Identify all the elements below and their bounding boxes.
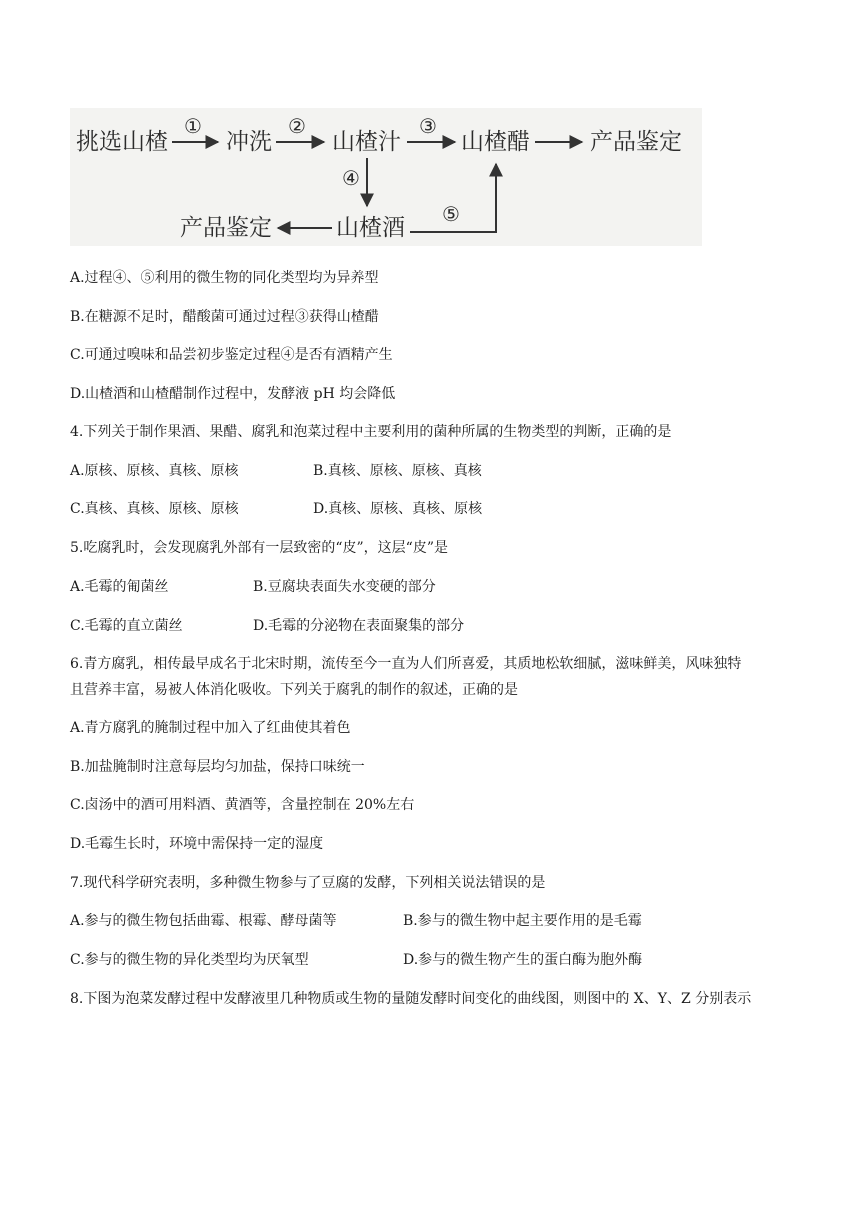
node-select-hawthorn: 挑选山楂 bbox=[76, 129, 168, 155]
node-wash: 冲洗 bbox=[226, 129, 272, 155]
q3-option-a: A.过程④、⑤利用的微生物的同化类型均为异养型 bbox=[70, 270, 379, 286]
q5-stem: 5.吃腐乳时，会发现腐乳外部有一层致密的“皮”，这层“皮”是 bbox=[70, 540, 448, 556]
process-flow-diagram bbox=[70, 108, 702, 246]
q6-stem-line-1: 6.青方腐乳，相传最早成名于北宋时期，流传至今一直为人们所喜爱，其质地松软细腻，滋味鲜美，风味独特 bbox=[70, 656, 742, 672]
q6-option-b: B.加盐腌制时注意每层均匀加盐，保持口味统一 bbox=[70, 759, 365, 775]
q7-option-c: C.参与的微生物的异化类型均为厌氧型 bbox=[70, 952, 309, 968]
q7-option-a: A.参与的微生物包括曲霉、根霉、酵母菌等 bbox=[70, 913, 337, 929]
node-identify-top: 产品鉴定 bbox=[590, 129, 682, 155]
node-juice: 山楂汁 bbox=[332, 129, 401, 155]
q7-option-b: B.参与的微生物中起主要作用的是毛霉 bbox=[403, 913, 642, 929]
node-wine: 山楂酒 bbox=[336, 215, 405, 241]
q4-option-d: D.真核、原核、真核、原核 bbox=[313, 501, 483, 517]
q4-option-a: A.原核、原核、真核、原核 bbox=[70, 463, 239, 479]
q4-stem: 4.下列关于制作果酒、果醋、腐乳和泡菜过程中主要利用的菌种所属的生物类型的判断，正确的是 bbox=[70, 424, 672, 440]
q8-stem: 8.下图为泡菜发酵过程中发酵液里几种物质或生物的量随发酵时间变化的曲线图，则图中的 X、Y、Z 分别表示 bbox=[70, 991, 752, 1007]
q6-option-a: A.青方腐乳的腌制过程中加入了红曲使其着色 bbox=[70, 720, 351, 736]
q4-option-c: C.真核、真核、原核、原核 bbox=[70, 501, 239, 517]
q5-option-c: C.毛霉的直立菌丝 bbox=[70, 618, 183, 634]
q5-option-b: B.豆腐块表面失水变硬的部分 bbox=[253, 579, 436, 595]
step-label-3: ③ bbox=[419, 114, 437, 138]
step-label-4: ④ bbox=[342, 166, 360, 190]
q4-option-b: B.真核、原核、原核、真核 bbox=[313, 463, 482, 479]
node-identify-bottom: 产品鉴定 bbox=[180, 215, 272, 241]
q6-option-d: D.毛霉生长时，环境中需保持一定的湿度 bbox=[70, 836, 324, 852]
q3-option-b: B.在糖源不足时，醋酸菌可通过过程③获得山楂醋 bbox=[70, 309, 379, 325]
q5-option-a: A.毛霉的匍菌丝 bbox=[70, 579, 169, 595]
q7-stem: 7.现代科学研究表明，多种微生物参与了豆腐的发酵，下列相关说法错误的是 bbox=[70, 875, 546, 891]
step-label-1: ① bbox=[184, 114, 202, 138]
q3-option-d: D.山楂酒和山楂醋制作过程中，发酵液 pH 均会降低 bbox=[70, 386, 396, 402]
q6-stem-line-2: 且营养丰富，易被人体消化吸收。下列关于腐乳的制作的叙述，正确的是 bbox=[70, 682, 518, 698]
q7-option-d: D.参与的微生物产生的蛋白酶为胞外酶 bbox=[403, 952, 643, 968]
q6-option-c: C.卤汤中的酒可用料酒、黄酒等，含量控制在 20%左右 bbox=[70, 797, 415, 813]
q5-option-d: D.毛霉的分泌物在表面聚集的部分 bbox=[253, 618, 465, 634]
step-label-5: ⑤ bbox=[442, 202, 460, 226]
q3-option-c: C.可通过嗅味和品尝初步鉴定过程④是否有酒精产生 bbox=[70, 347, 393, 363]
step-label-2: ② bbox=[288, 114, 306, 138]
node-vinegar: 山楂醋 bbox=[461, 129, 530, 155]
